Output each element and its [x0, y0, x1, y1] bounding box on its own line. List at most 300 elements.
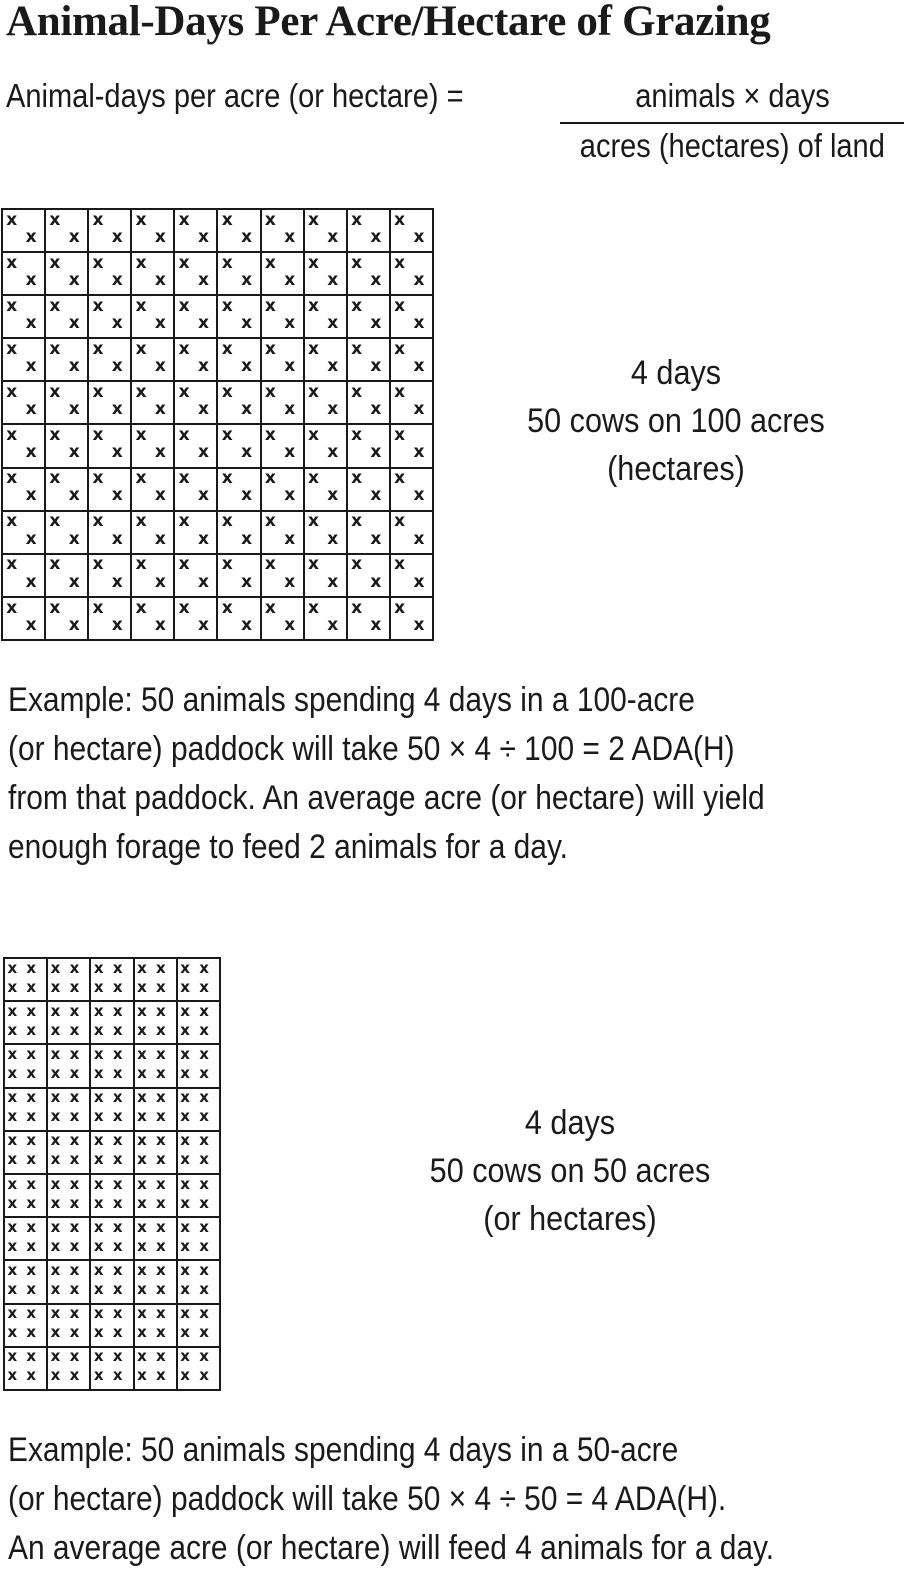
- animal-mark-icon: x: [111, 269, 123, 290]
- animal-mark-icon: x: [49, 468, 61, 489]
- animal-mark-icon: x: [180, 1193, 190, 1212]
- animal-mark-icon: x: [156, 1261, 166, 1280]
- grid-cell: [46, 296, 87, 337]
- animal-mark-icon: x: [327, 528, 339, 549]
- animal-mark-icon: x: [284, 614, 296, 635]
- animal-mark-icon: x: [69, 1020, 80, 1039]
- grid-cell: [5, 1045, 46, 1086]
- grid-cell: [91, 1218, 132, 1259]
- grid-cell: [5, 1261, 46, 1302]
- animal-mark-icon: x: [137, 1063, 147, 1082]
- grid-cell: [89, 296, 130, 337]
- animal-mark-icon: x: [284, 442, 296, 463]
- animal-mark-icon: x: [7, 977, 18, 996]
- animal-mark-icon: x: [413, 399, 425, 420]
- animal-mark-icon: x: [197, 485, 209, 506]
- animal-mark-icon: x: [26, 1261, 37, 1280]
- animal-mark-icon: x: [327, 442, 339, 463]
- animal-mark-icon: x: [284, 313, 296, 334]
- grid-cell: [305, 382, 346, 423]
- grid-cell: [218, 210, 259, 251]
- animal-mark-icon: x: [93, 1131, 104, 1150]
- grid-cell: [132, 339, 173, 380]
- animal-mark-icon: x: [327, 226, 339, 247]
- grid-cell: [305, 339, 346, 380]
- animal-mark-icon: x: [92, 210, 104, 230]
- animal-mark-icon: x: [199, 1218, 209, 1236]
- animal-mark-icon: x: [154, 614, 166, 635]
- animal-mark-icon: x: [93, 1107, 104, 1126]
- grid-cell: [135, 959, 176, 1000]
- animal-mark-icon: x: [7, 1279, 18, 1298]
- animal-mark-icon: x: [327, 399, 339, 420]
- animal-mark-icon: x: [7, 1045, 18, 1064]
- animal-mark-icon: x: [180, 1347, 190, 1366]
- grid-cell: [5, 1218, 46, 1259]
- animal-mark-icon: x: [111, 442, 123, 463]
- animal-mark-icon: x: [327, 269, 339, 290]
- animal-mark-icon: x: [307, 468, 319, 489]
- animal-mark-icon: x: [112, 977, 123, 996]
- animal-mark-icon: x: [370, 399, 382, 420]
- animal-mark-icon: x: [137, 1131, 147, 1150]
- animal-mark-icon: x: [180, 1323, 190, 1342]
- animal-mark-icon: x: [6, 425, 18, 446]
- animal-mark-icon: x: [180, 1304, 190, 1323]
- animal-mark-icon: x: [327, 313, 339, 334]
- animal-mark-icon: x: [241, 399, 253, 420]
- animal-mark-icon: x: [50, 1002, 61, 1020]
- grid-cell: [91, 1045, 132, 1086]
- animal-mark-icon: x: [49, 296, 61, 316]
- example2-line: An average acre (or hectare) will feed 4 animals for a day.: [8, 1529, 775, 1567]
- animal-mark-icon: x: [112, 1020, 123, 1039]
- animal-mark-icon: x: [197, 269, 209, 290]
- grid-cell: [175, 425, 216, 466]
- grid-cell: [305, 210, 346, 251]
- animal-mark-icon: x: [26, 1304, 37, 1323]
- animal-mark-icon: x: [307, 296, 319, 316]
- animal-mark-icon: x: [221, 296, 233, 316]
- animal-mark-icon: x: [92, 382, 104, 403]
- diagram1-caption-line: (hectares): [607, 450, 745, 488]
- animal-mark-icon: x: [92, 597, 104, 618]
- animal-mark-icon: x: [68, 226, 80, 247]
- grid-cell: [135, 1132, 176, 1173]
- grid-cell: [175, 512, 216, 553]
- animal-mark-icon: x: [394, 468, 406, 489]
- animal-mark-icon: x: [180, 1261, 190, 1280]
- grid-cell: [46, 253, 87, 294]
- animal-mark-icon: x: [93, 1236, 104, 1255]
- animal-mark-icon: x: [25, 399, 37, 420]
- animal-mark-icon: x: [221, 554, 233, 575]
- grid-cell: [89, 469, 130, 510]
- grid-cell: [135, 1175, 176, 1216]
- animal-mark-icon: x: [26, 1193, 37, 1212]
- formula-numerator-text: animals × days: [635, 77, 831, 114]
- grid-cell: [305, 469, 346, 510]
- animal-mark-icon: x: [92, 339, 104, 359]
- grid-cell: [48, 1045, 89, 1086]
- animal-mark-icon: x: [370, 313, 382, 334]
- animal-mark-icon: x: [156, 1175, 166, 1193]
- animal-mark-icon: x: [413, 356, 425, 377]
- animal-mark-icon: x: [112, 1131, 123, 1150]
- grid-cell: [218, 339, 259, 380]
- animal-mark-icon: x: [156, 1131, 166, 1150]
- grid-cell: [175, 339, 216, 380]
- grid-cell: [46, 339, 87, 380]
- grid-cell: [391, 425, 432, 466]
- animal-mark-icon: x: [50, 1236, 61, 1255]
- animal-mark-icon: x: [112, 1261, 123, 1280]
- grid-cell: [175, 555, 216, 596]
- animal-mark-icon: x: [154, 356, 166, 377]
- animal-mark-icon: x: [69, 1261, 80, 1280]
- animal-mark-icon: x: [370, 571, 382, 592]
- animal-mark-icon: x: [264, 425, 276, 446]
- animal-mark-icon: x: [50, 1323, 61, 1342]
- example1-line: enough forage to feed 2 animals for a day.: [8, 828, 568, 866]
- animal-mark-icon: x: [6, 296, 18, 316]
- animal-mark-icon: x: [49, 210, 61, 230]
- animal-mark-icon: x: [135, 597, 147, 618]
- grid-cell: [91, 1089, 132, 1130]
- animal-mark-icon: x: [25, 571, 37, 592]
- grid-cell: [305, 296, 346, 337]
- grid-cell: [175, 296, 216, 337]
- example1-line: (or hectare) paddock will take 50 × 4 ÷ 100 = 2 ADA(H): [8, 730, 735, 768]
- animal-mark-icon: x: [137, 1366, 147, 1385]
- animal-mark-icon: x: [351, 382, 363, 403]
- grid-cell: [3, 555, 44, 596]
- grid-cell: [391, 382, 432, 423]
- animal-mark-icon: x: [284, 356, 296, 377]
- animal-mark-icon: x: [241, 313, 253, 334]
- grid-cell: [305, 555, 346, 596]
- animal-mark-icon: x: [351, 210, 363, 230]
- grid-cell: [178, 1348, 219, 1389]
- animal-mark-icon: x: [178, 253, 190, 273]
- animal-mark-icon: x: [180, 977, 190, 996]
- animal-mark-icon: x: [394, 554, 406, 575]
- grid-cell: [3, 339, 44, 380]
- animal-mark-icon: x: [137, 1236, 147, 1255]
- animal-mark-icon: x: [26, 1020, 37, 1039]
- grid-cell: [305, 598, 346, 639]
- animal-mark-icon: x: [241, 356, 253, 377]
- grid-cell: [178, 1261, 219, 1302]
- animal-mark-icon: x: [370, 442, 382, 463]
- animal-mark-icon: x: [49, 425, 61, 446]
- animal-mark-icon: x: [264, 382, 276, 403]
- grid-cell: [48, 959, 89, 1000]
- animal-mark-icon: x: [199, 1002, 209, 1020]
- animal-mark-icon: x: [112, 1218, 123, 1236]
- diagram2-example-text: [8, 1426, 879, 1573]
- grid-cell: [178, 1305, 219, 1346]
- grid-cell: [391, 598, 432, 639]
- animal-mark-icon: x: [69, 1193, 80, 1212]
- grid-cell: [218, 425, 259, 466]
- animal-mark-icon: x: [154, 571, 166, 592]
- animal-mark-icon: x: [394, 597, 406, 618]
- animal-mark-icon: x: [351, 425, 363, 446]
- animal-mark-icon: x: [156, 959, 166, 977]
- animal-mark-icon: x: [264, 210, 276, 230]
- animal-mark-icon: x: [112, 1002, 123, 1020]
- animal-mark-icon: x: [50, 977, 61, 996]
- animal-mark-icon: x: [50, 1304, 61, 1323]
- animal-mark-icon: x: [178, 339, 190, 359]
- animal-mark-icon: x: [156, 1020, 166, 1039]
- animal-mark-icon: x: [178, 425, 190, 446]
- animal-mark-icon: x: [112, 1347, 123, 1366]
- grid-cell: [178, 1175, 219, 1216]
- animal-mark-icon: x: [351, 554, 363, 575]
- grid-cell: [48, 1261, 89, 1302]
- animal-mark-icon: x: [154, 442, 166, 463]
- grid-cell: [48, 1218, 89, 1259]
- animal-mark-icon: x: [180, 1107, 190, 1126]
- animal-mark-icon: x: [69, 1236, 80, 1255]
- animal-mark-icon: x: [413, 226, 425, 247]
- animal-mark-icon: x: [26, 1002, 37, 1020]
- animal-mark-icon: x: [199, 1107, 209, 1126]
- animal-mark-icon: x: [68, 485, 80, 506]
- animal-mark-icon: x: [284, 226, 296, 247]
- animal-mark-icon: x: [6, 511, 18, 532]
- animal-mark-icon: x: [49, 253, 61, 273]
- animal-mark-icon: x: [370, 528, 382, 549]
- animal-mark-icon: x: [49, 597, 61, 618]
- animal-mark-icon: x: [394, 253, 406, 273]
- figure-title: Animal-Days Per Acre/Hectare of Grazing: [6, 0, 771, 45]
- grid-cell: [348, 425, 389, 466]
- grid-cell: [262, 296, 303, 337]
- animal-mark-icon: x: [284, 269, 296, 290]
- grid-cell: [262, 253, 303, 294]
- animal-mark-icon: x: [26, 1107, 37, 1126]
- animal-mark-icon: x: [93, 1323, 104, 1342]
- animal-mark-icon: x: [264, 253, 276, 273]
- animal-mark-icon: x: [50, 1218, 61, 1236]
- grid-cell: [89, 339, 130, 380]
- animal-mark-icon: x: [199, 1304, 209, 1323]
- animal-mark-icon: x: [93, 1218, 104, 1236]
- animal-mark-icon: x: [112, 1088, 123, 1107]
- animal-mark-icon: x: [68, 356, 80, 377]
- animal-mark-icon: x: [137, 1150, 147, 1169]
- formula-numerator: [560, 74, 906, 118]
- grid-cell: [46, 210, 87, 251]
- animal-mark-icon: x: [199, 1261, 209, 1280]
- animal-mark-icon: x: [135, 511, 147, 532]
- animal-mark-icon: x: [69, 977, 80, 996]
- animal-mark-icon: x: [26, 1131, 37, 1150]
- grid-cell: [46, 598, 87, 639]
- animal-mark-icon: x: [6, 339, 18, 359]
- animal-mark-icon: x: [370, 226, 382, 247]
- animal-mark-icon: x: [26, 1279, 37, 1298]
- animal-mark-icon: x: [137, 1002, 147, 1020]
- grid-cell: [48, 1348, 89, 1389]
- animal-mark-icon: x: [199, 1045, 209, 1064]
- animal-mark-icon: x: [49, 339, 61, 359]
- animal-mark-icon: x: [137, 1175, 147, 1193]
- animal-mark-icon: x: [7, 1347, 18, 1366]
- grid-cell: [91, 1175, 132, 1216]
- animal-mark-icon: x: [137, 1193, 147, 1212]
- grid-cell: [91, 1261, 132, 1302]
- animal-mark-icon: x: [50, 1347, 61, 1366]
- animal-mark-icon: x: [26, 1088, 37, 1107]
- diagram2-caption-line: 4 days: [524, 1104, 616, 1142]
- animal-mark-icon: x: [69, 1304, 80, 1323]
- animal-mark-icon: x: [180, 1131, 190, 1150]
- animal-mark-icon: x: [241, 269, 253, 290]
- animal-mark-icon: x: [137, 1347, 147, 1366]
- grid-cell: [3, 512, 44, 553]
- grid-cell: [91, 959, 132, 1000]
- animal-mark-icon: x: [307, 210, 319, 230]
- animal-mark-icon: x: [25, 269, 37, 290]
- animal-mark-icon: x: [50, 959, 61, 977]
- animal-mark-icon: x: [93, 1045, 104, 1064]
- animal-mark-icon: x: [7, 1236, 18, 1255]
- animal-mark-icon: x: [135, 554, 147, 575]
- animal-mark-icon: x: [264, 296, 276, 316]
- animal-mark-icon: x: [221, 468, 233, 489]
- grid-cell: [46, 512, 87, 553]
- animal-mark-icon: x: [264, 511, 276, 532]
- grid-cell: [46, 425, 87, 466]
- animal-mark-icon: x: [241, 571, 253, 592]
- grid-cell: [218, 296, 259, 337]
- animal-mark-icon: x: [112, 1193, 123, 1212]
- animal-mark-icon: x: [221, 597, 233, 618]
- animal-mark-icon: x: [93, 1088, 104, 1107]
- example1-line: from that paddock. An average acre (or hectare) will yield: [8, 779, 765, 817]
- grid-cell: [132, 253, 173, 294]
- animal-mark-icon: x: [221, 382, 233, 403]
- grid-cell: [305, 512, 346, 553]
- grid-cell: [175, 253, 216, 294]
- animal-mark-icon: x: [154, 485, 166, 506]
- diagram1-caption-line: 4 days: [630, 354, 722, 392]
- grid-cell: [135, 1089, 176, 1130]
- animal-mark-icon: x: [92, 425, 104, 446]
- animal-mark-icon: x: [135, 339, 147, 359]
- grid-cell: [348, 296, 389, 337]
- animal-mark-icon: x: [180, 1020, 190, 1039]
- animal-mark-icon: x: [394, 511, 406, 532]
- animal-mark-icon: x: [197, 571, 209, 592]
- animal-mark-icon: x: [26, 1218, 37, 1236]
- animal-mark-icon: x: [25, 313, 37, 334]
- animal-mark-icon: x: [69, 959, 80, 977]
- grid-cell: [218, 469, 259, 510]
- animal-mark-icon: x: [351, 511, 363, 532]
- animal-mark-icon: x: [112, 1366, 123, 1385]
- grid-cell: [132, 469, 173, 510]
- animal-mark-icon: x: [112, 1063, 123, 1082]
- animal-mark-icon: x: [7, 1366, 18, 1385]
- animal-mark-icon: x: [93, 1063, 104, 1082]
- animal-mark-icon: x: [137, 1218, 147, 1236]
- grid-cell: [89, 253, 130, 294]
- animal-mark-icon: x: [112, 1107, 123, 1126]
- animal-mark-icon: x: [93, 1150, 104, 1169]
- grid-cell: [178, 1089, 219, 1130]
- animal-mark-icon: x: [111, 399, 123, 420]
- animal-mark-icon: x: [221, 253, 233, 273]
- animal-mark-icon: x: [180, 1045, 190, 1064]
- animal-mark-icon: x: [394, 425, 406, 446]
- grid-cell: [218, 382, 259, 423]
- animal-mark-icon: x: [25, 226, 37, 247]
- animal-mark-icon: x: [413, 313, 425, 334]
- animal-mark-icon: x: [25, 528, 37, 549]
- animal-mark-icon: x: [199, 1063, 209, 1082]
- animal-mark-icon: x: [50, 1193, 61, 1212]
- grid-cell: [132, 382, 173, 423]
- grid-cell: [178, 1132, 219, 1173]
- animal-mark-icon: x: [7, 1193, 18, 1212]
- animal-mark-icon: x: [180, 1279, 190, 1298]
- animal-mark-icon: x: [351, 253, 363, 273]
- animal-mark-icon: x: [351, 468, 363, 489]
- animal-mark-icon: x: [180, 1175, 190, 1193]
- animal-mark-icon: x: [69, 1131, 80, 1150]
- grid-cell: [262, 598, 303, 639]
- animal-mark-icon: x: [307, 597, 319, 618]
- animal-mark-icon: x: [180, 1002, 190, 1020]
- animal-mark-icon: x: [112, 1236, 123, 1255]
- formula-denominator-text: acres (hectares) of land: [579, 127, 885, 164]
- animal-mark-icon: x: [68, 269, 80, 290]
- animal-mark-icon: x: [394, 339, 406, 359]
- grid-cell: [89, 512, 130, 553]
- animal-mark-icon: x: [156, 1107, 166, 1126]
- animal-mark-icon: x: [156, 1279, 166, 1298]
- grid-cell: [48, 1089, 89, 1130]
- animal-mark-icon: x: [93, 1279, 104, 1298]
- formula-left-side: Animal-days per acre (or hectare) =: [6, 77, 464, 114]
- animal-mark-icon: x: [154, 226, 166, 247]
- animal-mark-icon: x: [6, 468, 18, 489]
- animal-mark-icon: x: [7, 1063, 18, 1082]
- grid-cell: [132, 512, 173, 553]
- grid-cell: [91, 1348, 132, 1389]
- animal-mark-icon: x: [413, 485, 425, 506]
- grid-cell: [135, 1002, 176, 1043]
- animal-mark-icon: x: [284, 528, 296, 549]
- animal-mark-icon: x: [135, 296, 147, 316]
- grid-cell: [48, 1002, 89, 1043]
- grid-cell: [135, 1045, 176, 1086]
- grid-cell: [5, 1305, 46, 1346]
- animal-mark-icon: x: [6, 382, 18, 403]
- animal-mark-icon: x: [6, 253, 18, 273]
- grid-cell: [218, 253, 259, 294]
- animal-mark-icon: x: [69, 1323, 80, 1342]
- animal-mark-icon: x: [154, 313, 166, 334]
- animal-mark-icon: x: [156, 1193, 166, 1212]
- animal-mark-icon: x: [69, 1279, 80, 1298]
- animal-mark-icon: x: [199, 1175, 209, 1193]
